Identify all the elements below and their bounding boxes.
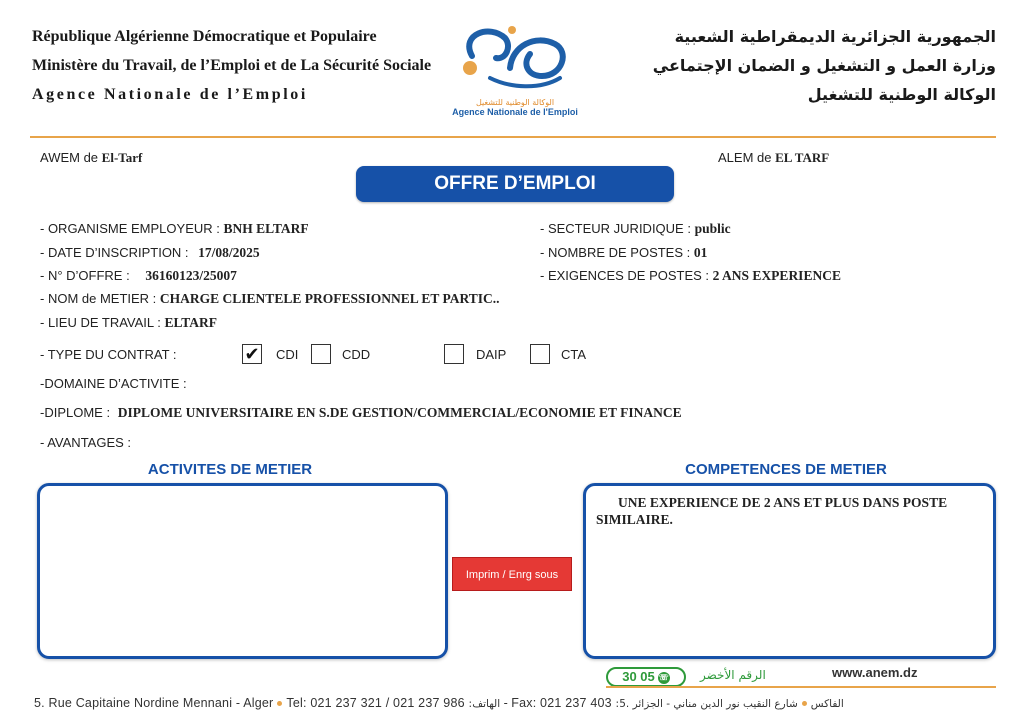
awem-label: AWEM de: [40, 150, 99, 165]
offre-label: - N° D’OFFRE :: [40, 268, 130, 283]
bullet-icon: [802, 701, 807, 706]
alem-value: EL TARF: [775, 150, 830, 165]
activites-title: ACTIVITES DE METIER: [147, 461, 313, 478]
footer-fax: - Fax: 021 237 403: [503, 696, 612, 710]
competences-title: COMPETENCES DE METIER: [685, 461, 887, 478]
header-left-line-2: Ministère du Travail, de l’Emploi et de La Sécurité Sociale: [32, 57, 432, 74]
organisme-row: [40, 221, 309, 237]
exigences-label: - EXIGENCES DE POSTES :: [540, 268, 710, 283]
lieu-value: ELTARF: [164, 315, 218, 330]
green-number-label: الرقم الأخضر: [700, 668, 766, 682]
metier-label: - NOM de METIER :: [40, 291, 157, 306]
page-title: OFFRE D’EMPLOI: [356, 166, 674, 202]
contrat-label: - TYPE DU CONTRAT :: [40, 347, 177, 362]
organisme-value: BNH ELTARF: [223, 221, 309, 236]
alem-field: [718, 150, 829, 166]
cdi-label: CDI: [276, 347, 299, 362]
metier-value: CHARGE CLIENTELE PROFESSIONNEL ET PARTIC..: [159, 291, 500, 306]
cdi-checkbox[interactable]: [242, 344, 262, 364]
cta-label: CTA: [561, 347, 587, 362]
diplome-row: [40, 405, 682, 421]
header-left-block: [32, 22, 431, 109]
awem-value: El-Tarf: [101, 150, 143, 165]
competences-text: UNE EXPERIENCE DE 2 ANS ET PLUS DANS POSTE SIMILAIRE.: [596, 495, 948, 527]
offre-row: [40, 268, 237, 284]
anem-logo: [440, 16, 590, 134]
diplome-value: DIPLOME UNIVERSITAIRE EN S.DE GESTION/COMMERCIAL/ECONOMIE ET FINANCE: [117, 405, 682, 420]
header-right-line-1: الجمهورية الجزائرية الديمقراطية الشعبية: [674, 27, 996, 46]
activites-box[interactable]: [37, 483, 448, 659]
footer-address-ar: شارع النقيب نور الدين مناني - الجزائر .5: [619, 698, 798, 710]
check-mark-icon: ✔: [244, 344, 260, 364]
logo-french-name: Agence Nationale de l'Emploi: [452, 107, 578, 117]
footer-address-fr: 5. Rue Capitaine Nordine Mennani - Alger: [34, 696, 274, 710]
lieu-row: [40, 315, 217, 331]
metier-row: [40, 291, 500, 307]
date-label: - DATE D’INSCRIPTION :: [40, 245, 189, 260]
postes-value: 01: [693, 245, 708, 260]
avantages-label: - AVANTAGES :: [40, 435, 132, 450]
green-number: 30 05: [622, 669, 655, 684]
activites-text: [40, 486, 445, 502]
footer-tel-ar: :الهاتف: [468, 698, 501, 710]
lieu-label: - LIEU DE TRAVAIL :: [40, 315, 161, 330]
header-left-line-1: République Algérienne Démocratique et Populaire: [32, 28, 377, 45]
secteur-row: [540, 221, 731, 237]
diplome-label: -DIPLOME :: [40, 405, 111, 420]
postes-label: - NOMBRE DE POSTES :: [540, 245, 691, 260]
cdd-checkbox[interactable]: [311, 344, 331, 364]
anem-logo-icon: [450, 16, 580, 96]
footer-fax-ar: :الفاكس: [615, 698, 844, 710]
website-link[interactable]: www.anem.dz: [832, 665, 918, 680]
secteur-value: public: [694, 221, 731, 236]
secteur-label: - SECTEUR JURIDIQUE :: [540, 221, 691, 236]
exigences-value: 2 ANS EXPERIENCE: [712, 268, 841, 283]
header-right-line-3: الوكالة الوطنية للتشغيل: [807, 85, 996, 104]
awem-field: [40, 150, 142, 166]
date-row: [40, 245, 260, 261]
logo-arabic-name: الوكالة الوطنية للتشغيل: [475, 98, 555, 107]
phone-icon: ☏: [658, 672, 669, 682]
footer-address: [34, 696, 998, 710]
exigences-row: [540, 268, 841, 284]
cdd-label: CDD: [342, 347, 371, 362]
green-number-badge: [606, 667, 686, 687]
alem-label: ALEM de: [718, 150, 772, 165]
postes-row: [540, 245, 707, 261]
cta-checkbox[interactable]: [530, 344, 550, 364]
organisme-label: - ORGANISME EMPLOYEUR :: [40, 221, 220, 236]
footer-divider: [606, 686, 996, 688]
header-left-line-3: Agence Nationale de l’Emploi: [32, 86, 308, 103]
footer-tel: Tel: 021 237 321 / 021 237 986: [286, 696, 465, 710]
header-divider: [30, 136, 996, 138]
domaine-label: -DOMAINE D’ACTIVITE :: [40, 376, 187, 391]
daip-checkbox[interactable]: [444, 344, 464, 364]
header-right-line-2: وزارة العمل و التشغيل و الضمان الإجتماعي: [652, 56, 996, 75]
header-right-block: [653, 22, 996, 109]
date-value: 17/08/2025: [198, 245, 260, 260]
daip-label: DAIP: [476, 347, 507, 362]
print-save-button[interactable]: Imprim / Enrg sous: [452, 557, 572, 591]
competences-box[interactable]: [583, 483, 996, 659]
offre-value: 36160123/25007: [145, 268, 237, 283]
bullet-icon: [277, 701, 282, 706]
